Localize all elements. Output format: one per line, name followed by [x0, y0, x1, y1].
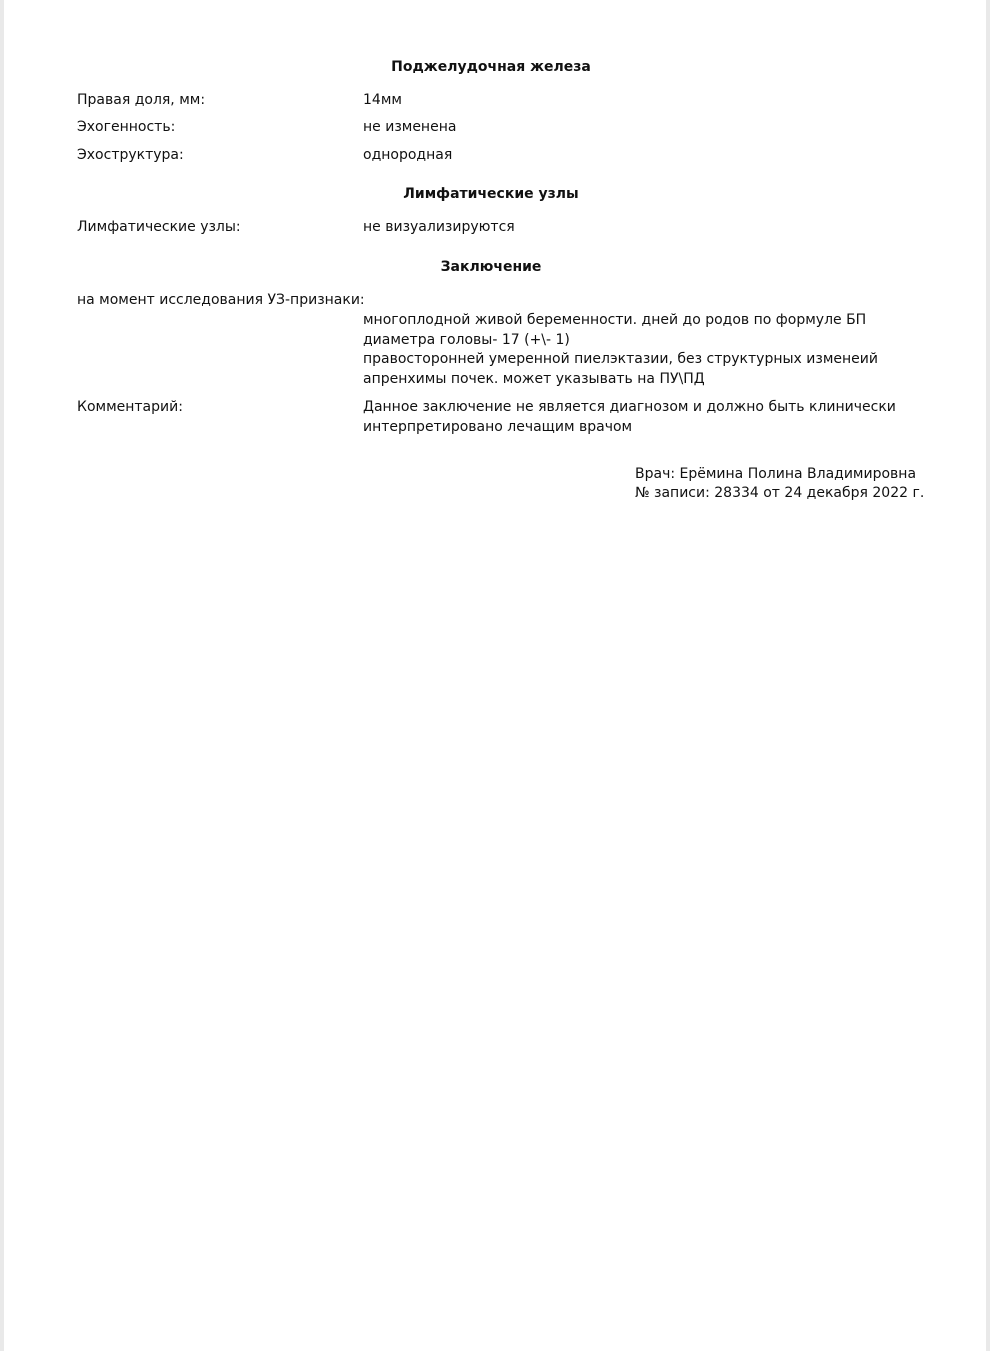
label-us-signs: на момент исследования УЗ-признаки:	[77, 292, 365, 308]
us-signs-line: диаметра головы- 17 (+\- 1)	[363, 331, 570, 348]
value-echogenicity: не изменена	[363, 119, 457, 135]
us-signs-line: апренхимы почек. может указывать на ПУ\ПД	[363, 370, 705, 387]
doctor-name: Врач: Ерёмина Полина Владимировна	[635, 466, 917, 482]
label-echostructure: Эхоструктура:	[77, 147, 184, 163]
value-us-signs	[363, 311, 883, 389]
section-title-pancreas: Поджелудочная железа	[391, 59, 591, 75]
label-lymph-nodes: Лимфатические узлы:	[77, 219, 241, 235]
value-lymph-nodes: не визуализируются	[363, 219, 515, 235]
label-right-lobe: Правая доля, мм:	[77, 92, 206, 108]
signature-block	[635, 465, 924, 503]
value-right-lobe: 14мм	[363, 92, 402, 108]
comment-line: интерпретировано лечащим врачом	[363, 418, 633, 435]
value-echostructure: однородная	[363, 147, 453, 163]
label-comment: Комментарий:	[77, 399, 183, 415]
section-title-lymph-nodes: Лимфатические узлы	[403, 186, 579, 202]
record-number: № записи: 28334 от 24 декабря 2022 г.	[635, 485, 925, 501]
value-comment	[363, 398, 896, 437]
document-page	[4, 0, 986, 1351]
label-echogenicity: Эхогенность:	[77, 119, 176, 135]
comment-line: Данное заключение не является диагнозом и должно быть клинически	[363, 399, 896, 415]
section-title-conclusion: Заключение	[440, 259, 542, 275]
us-signs-line: многоплодной живой беременности. дней до родов по формуле БП	[363, 312, 867, 328]
us-signs-line: правосторонней умеренной пиелэктазии, без структурных изменеий	[363, 351, 878, 367]
